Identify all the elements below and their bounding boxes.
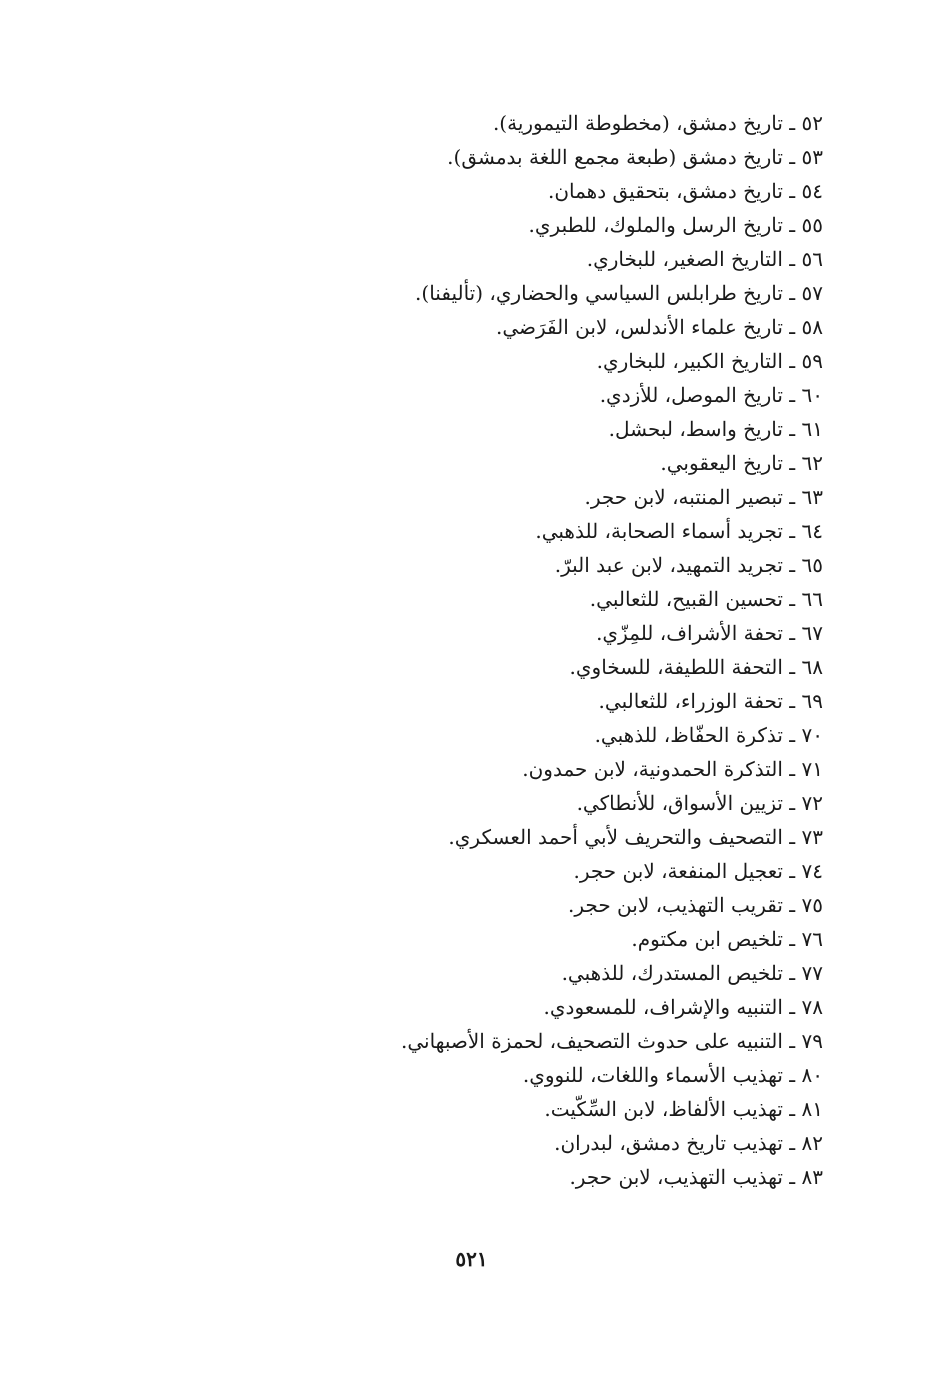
list-item: ٧٧ ـ تلخيص المستدرك، للذهبي.: [561, 961, 823, 985]
list-item: ٨١ ـ تهذيب الألفاظ، لابن السِّكّيت.: [544, 1097, 823, 1121]
list-item: ٨٣ ـ تهذيب التهذيب، لابن حجر.: [569, 1165, 823, 1189]
page-number: ٥٢١: [455, 1247, 488, 1271]
list-item: ٥٩ ـ التاريخ الكبير، للبخاري.: [596, 349, 823, 373]
list-item: ٥٢ ـ تاريخ دمشق، (مخطوطة التيمورية).: [492, 111, 823, 135]
list-item: ٥٨ ـ تاريخ علماء الأندلس، لابن الفَرَضي.: [496, 315, 823, 339]
list-item: ٧٥ ـ تقريب التهذيب، لابن حجر.: [568, 893, 823, 917]
list-item: ٧٤ ـ تعجيل المنفعة، لابن حجر.: [573, 859, 823, 883]
list-item: ٥٦ ـ التاريخ الصغير، للبخاري.: [586, 247, 823, 271]
list-item: ٦٧ ـ تحفة الأشراف، للمِزّي.: [596, 621, 823, 645]
list-item: ٥٧ ـ تاريخ طرابلس السياسي والحضاري، (تأليفنا).: [415, 281, 823, 305]
list-item: ٥٥ ـ تاريخ الرسل والملوك، للطبري.: [528, 213, 823, 237]
list-item: ٧٦ ـ تلخيص ابن مكتوم.: [631, 927, 823, 951]
list-item: ٦٠ ـ تاريخ الموصل، للأزدي.: [599, 383, 823, 407]
list-item: ٦٤ ـ تجريد أسماء الصحابة، للذهبي.: [535, 519, 823, 543]
list-item: ٥٤ ـ تاريخ دمشق، بتحقيق دهمان.: [547, 179, 823, 203]
list-item: ٧١ ـ التذكرة الحمدونية، لابن حمدون.: [522, 757, 823, 781]
list-item: ٦٩ ـ تحفة الوزراء، للثعالبي.: [598, 689, 823, 713]
list-item: ٥٣ ـ تاريخ دمشق (طبعة مجمع اللغة بدمشق).: [447, 145, 823, 169]
list-item: ٧٩ ـ التنبيه على حدوث التصحيف، لحمزة الأصبهاني.: [400, 1029, 823, 1053]
list-item: ٧٠ ـ تذكرة الحفّاظ، للذهبي.: [594, 723, 823, 747]
list-item: ٧٢ ـ تزيين الأسواق، للأنطاكي.: [576, 791, 823, 815]
bibliography-list: [63, 106, 823, 1194]
list-item: ٦١ ـ تاريخ واسط، لبحشل.: [608, 417, 823, 441]
list-item: ٦٨ ـ التحفة اللطيفة، للسخاوي.: [569, 655, 823, 679]
list-item: ٧٨ ـ التنبيه والإشراف، للمسعودي.: [543, 995, 823, 1019]
list-item: ٦٥ ـ تجريد التمهيد، لابن عبد البرّ.: [554, 553, 823, 577]
list-item: ٧٣ ـ التصحيف والتحريف لأبي أحمد العسكري.: [448, 825, 823, 849]
list-item: ٦٢ ـ تاريخ اليعقوبي.: [660, 451, 823, 475]
list-item: ٨٢ ـ تهذيب تاريخ دمشق، لبدران.: [554, 1131, 823, 1155]
list-item: ٨٠ ـ تهذيب الأسماء واللغات، للنووي.: [522, 1063, 823, 1087]
list-item: ٦٣ ـ تبصير المنتبه، لابن حجر.: [584, 485, 823, 509]
list-item: ٦٦ ـ تحسين القبيح، للثعالبي.: [589, 587, 823, 611]
